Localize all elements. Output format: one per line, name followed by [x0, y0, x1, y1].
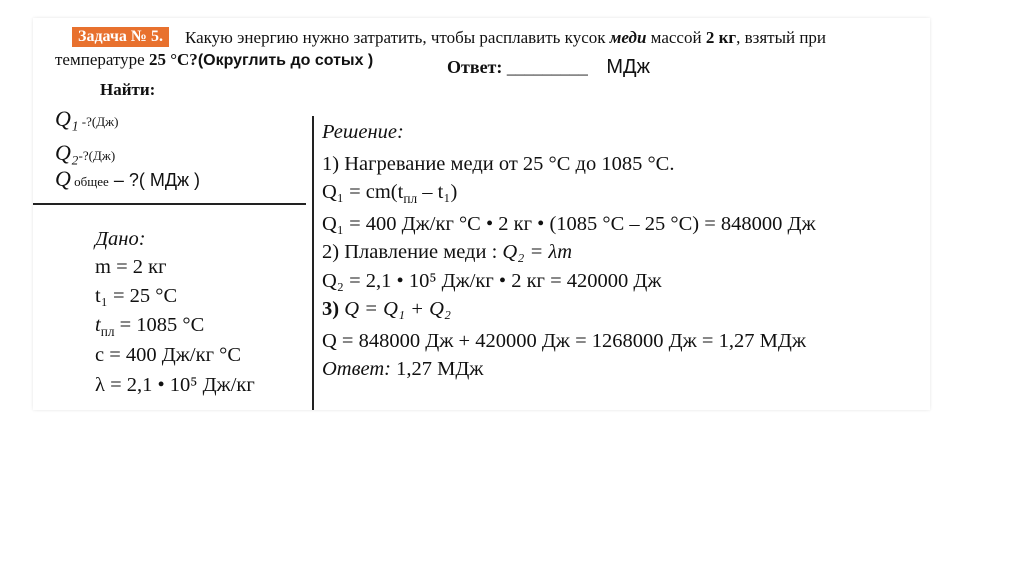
q2-symbol: Q₂	[55, 140, 79, 165]
given-c: c = 400 Дж/кг °С	[95, 344, 241, 366]
answer-blank: _________	[506, 57, 588, 77]
question-text: температуре	[55, 50, 145, 69]
step2-label: 2) Плавление меди :	[322, 241, 498, 263]
solution-calc1: Q₁ = 400 Дж/кг °С • 2 кг • (1085 °С – 25 °С) = 848000 Дж	[322, 213, 816, 235]
q-unknown: – ?( МДж )	[108, 170, 201, 190]
find-q1	[55, 106, 118, 132]
question-mass: 2 кг	[705, 28, 737, 47]
answer-line	[447, 56, 650, 79]
answer-unit: МДж	[606, 56, 650, 78]
solution-calc2: Q₂ = 2,1 • 10⁵ Дж/кг • 2 кг = 420000 Дж	[322, 270, 662, 292]
solution-calc3: Q = 848000 Дж + 420000 Дж = 1268000 Дж = 1,27 МДж	[322, 330, 806, 352]
given-title: Дано:	[95, 228, 146, 250]
tpl-symbol: t	[95, 314, 101, 336]
q1-symbol: Q₁	[55, 106, 79, 131]
answer-label: Ответ:	[447, 57, 503, 77]
question-temperature: 25 °С?	[148, 50, 198, 69]
formula1-subscript: пл	[403, 191, 418, 207]
formula1-part: – t₁)	[417, 181, 458, 203]
q-subscript: общее	[70, 174, 109, 189]
question-text: массой	[650, 28, 702, 47]
given-t1: t₁ = 25 °С	[95, 285, 178, 307]
given-mass: m = 2 кг	[95, 256, 167, 278]
question-material: меди	[609, 28, 647, 47]
solution-step3	[322, 298, 451, 321]
find-title: Найти:	[100, 80, 156, 99]
task-number-badge: Задача № 5.	[72, 27, 169, 47]
divider-horizontal	[33, 203, 306, 205]
given-tpl	[95, 314, 204, 340]
question-line-2	[55, 50, 373, 70]
q2-unknown: -?(Дж)	[78, 148, 116, 163]
find-q-total	[55, 166, 200, 192]
step3-formula: Q = Q₁ + Q₂	[344, 298, 452, 320]
divider-vertical	[312, 116, 314, 410]
given-lambda: λ = 2,1 • 10⁵ Дж/кг	[95, 374, 255, 396]
question-text: Какую энергию нужно затратить, чтобы расплавить кусок	[185, 28, 606, 47]
solution-step2	[322, 241, 572, 264]
q1-unknown: -?(Дж)	[78, 114, 119, 129]
answer-label: Ответ:	[322, 358, 391, 380]
step3-label: 3)	[322, 298, 340, 320]
solution-answer	[322, 358, 483, 381]
rounding-note: (Округлить до сотых )	[197, 52, 374, 69]
question-line-1	[185, 28, 826, 48]
tpl-subscript: пл	[100, 324, 115, 340]
solution-formula1	[322, 181, 457, 207]
q-symbol: Q	[55, 166, 71, 191]
tpl-value: = 1085 °С	[114, 314, 205, 336]
question-text: , взятый при	[736, 28, 827, 47]
solution-step1: 1) Нагревание меди от 25 °С до 1085 °С.	[322, 153, 675, 175]
solution-title: Решение:	[322, 121, 404, 143]
answer-value: 1,27 МДж	[390, 358, 484, 380]
formula1-part: Q₁ = cm(t	[322, 181, 404, 203]
find-q2	[55, 140, 115, 166]
step2-formula: Q₂ = λm	[502, 241, 573, 263]
